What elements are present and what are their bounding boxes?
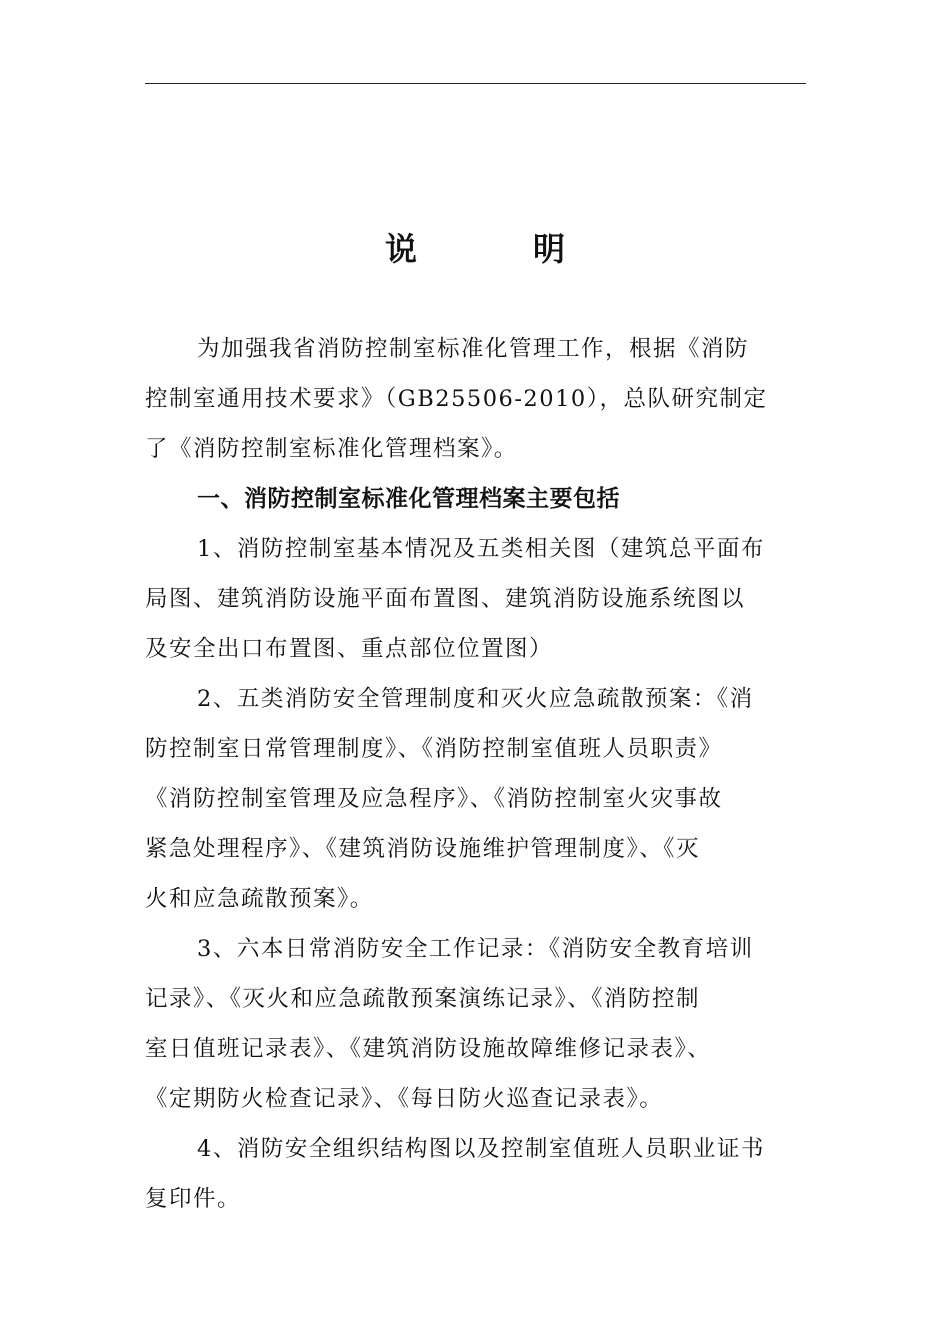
item4-line-1: 4、消防安全组织结构图以及控制室值班人员职业证书: [197, 1136, 765, 1162]
header-rule: [145, 83, 806, 84]
item1-line-3: 及安全出口布置图、重点部位位置图）: [145, 636, 554, 662]
intro-line-3: 了《消防控制室标准化管理档案》。: [145, 436, 518, 462]
item2-line-4: 紧急处理程序》、《建筑消防设施维护管理制度》、《灭: [145, 836, 701, 862]
item1-line-1: 1、消防控制室基本情况及五类相关图（建筑总平面布: [197, 536, 765, 562]
item2-line-2: 防控制室日常管理制度》、《消防控制室值班人员职责》: [145, 736, 723, 762]
item3-line-2: 记录》、《灭火和应急疏散预案演练记录》、《消防控制: [145, 986, 701, 1012]
item2-line-1: 2、五类消防安全管理制度和灭火应急疏散预案：《消: [197, 686, 754, 712]
intro-line-2: 控制室通用技术要求》（GB25506-2010），总队研究制定: [145, 386, 768, 412]
item3-line-1: 3、六本日常消防安全工作记录：《消防安全教育培训: [197, 936, 754, 962]
item1-line-2: 局图、建筑消防设施平面布置图、建筑消防设施系统图以: [145, 586, 746, 612]
section-heading: 一、消防控制室标准化管理档案主要包括: [197, 486, 620, 512]
item2-line-5: 火和应急疏散预案》。: [145, 886, 374, 912]
item3-line-3: 室日值班记录表》、《建筑消防设施故障维修记录表》、: [145, 1036, 712, 1062]
item3-line-4: 《定期防火检查记录》、《每日防火巡查记录表》。: [145, 1086, 664, 1112]
item4-line-2: 复印件。: [145, 1186, 242, 1212]
item2-line-3: 《消防控制室管理及应急程序》、《消防控制室火灾事故: [145, 786, 723, 812]
page-title: 说 明: [384, 230, 607, 268]
intro-line-1: 为加强我省消防控制室标准化管理工作，根据《消防: [197, 336, 750, 362]
